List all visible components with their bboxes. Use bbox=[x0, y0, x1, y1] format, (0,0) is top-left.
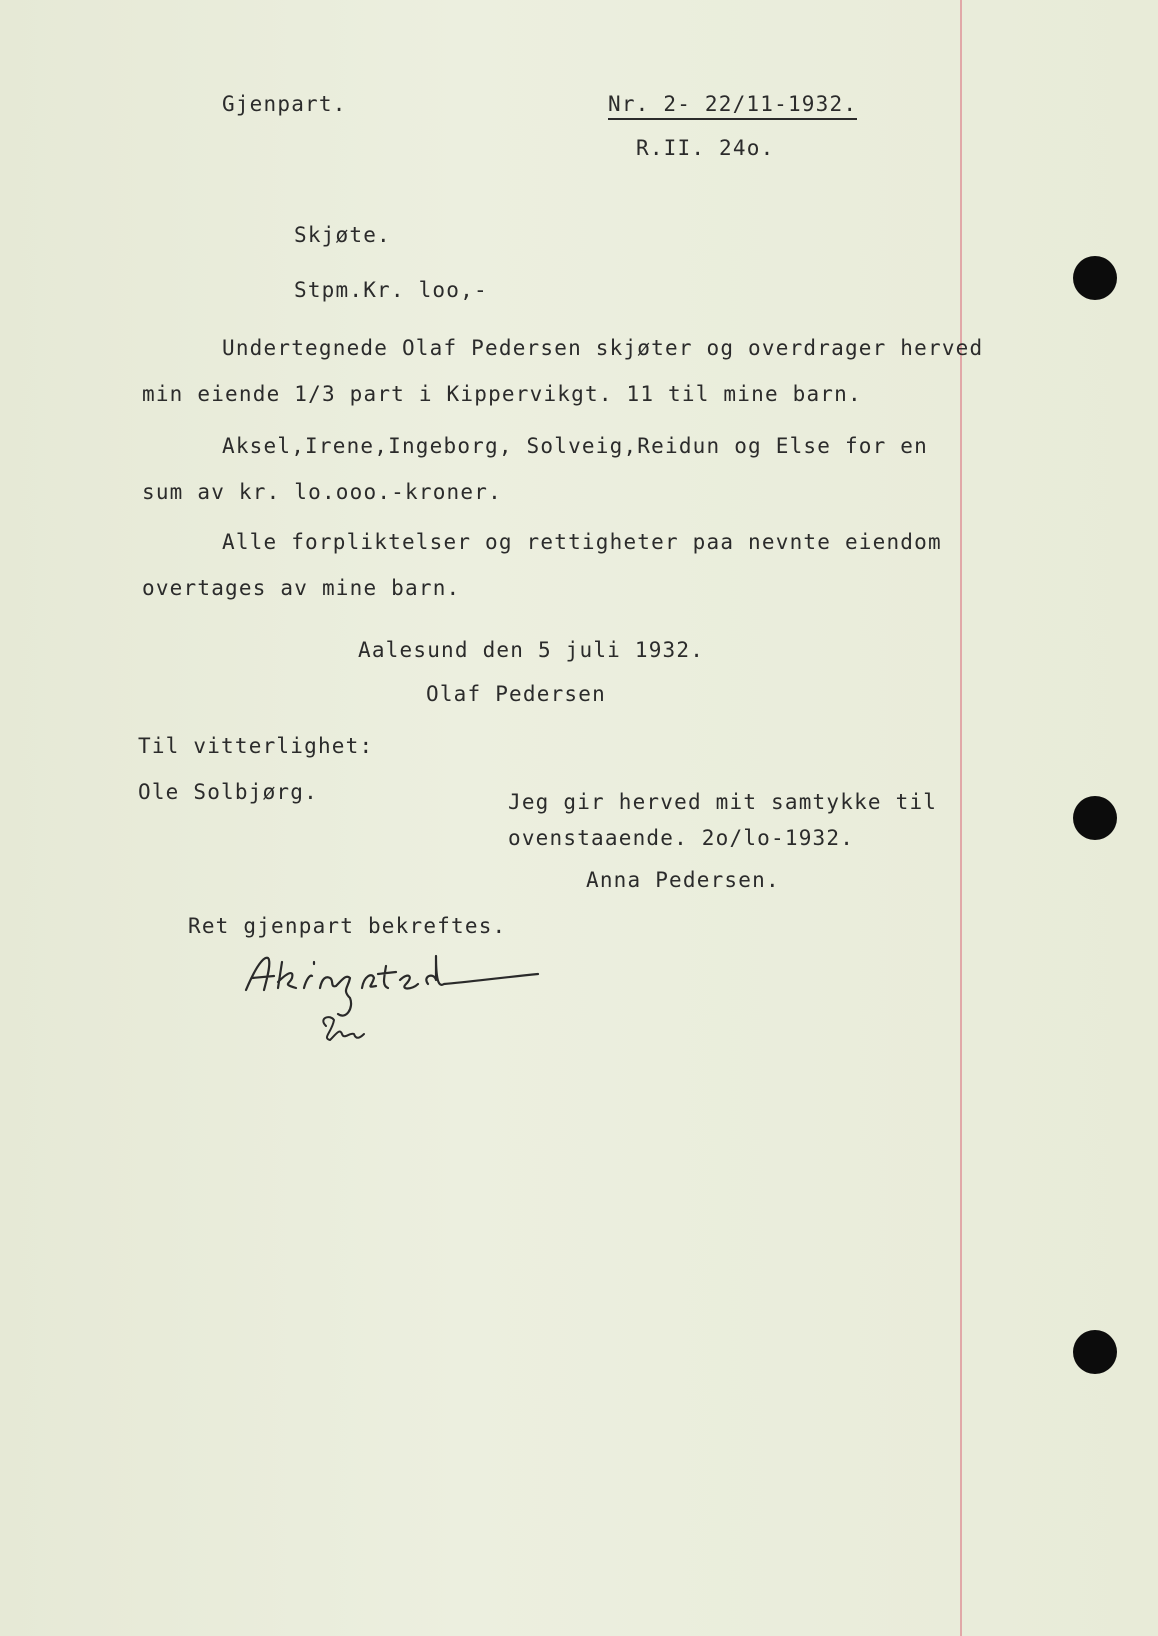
punch-hole-middle bbox=[1073, 796, 1117, 840]
place-date: Aalesund den 5 juli 1932. bbox=[358, 638, 705, 662]
body-line-3: Aksel,Irene,Ingeborg, Solveig,Reidun og Else for en bbox=[222, 434, 928, 458]
register-reference: R.II. 24o. bbox=[636, 136, 775, 160]
margin-line bbox=[960, 0, 962, 1636]
body-line-6: overtages av mine barn. bbox=[142, 576, 461, 600]
body-line-2: min eiende 1/3 part i Kippervikgt. 11 til mine barn. bbox=[142, 382, 862, 406]
document-number: Nr. 2- 22/11-1932. bbox=[608, 92, 857, 120]
consent-signer: Anna Pedersen. bbox=[586, 868, 780, 892]
certification-text: Ret gjenpart bekreftes. bbox=[188, 914, 507, 938]
witness-label: Til vitterlighet: bbox=[138, 734, 374, 758]
stamp-fee: Stpm.Kr. loo,- bbox=[294, 278, 488, 302]
witness-name: Ole Solbjørg. bbox=[138, 780, 318, 804]
consent-line-1: Jeg gir herved mit samtykke til bbox=[508, 790, 938, 814]
punch-hole-top bbox=[1073, 256, 1117, 300]
document-title: Skjøte. bbox=[294, 223, 391, 247]
punch-hole-bottom bbox=[1073, 1330, 1117, 1374]
copy-label: Gjenpart. bbox=[222, 92, 347, 116]
consent-line-2: ovenstaaende. 2o/lo-1932. bbox=[508, 826, 855, 850]
body-line-5: Alle forpliktelser og rettigheter paa nevnte eiendom bbox=[222, 530, 942, 554]
paper-watermark bbox=[470, 690, 730, 1590]
signer-name: Olaf Pedersen bbox=[426, 682, 606, 706]
body-line-1: Undertegnede Olaf Pedersen skjøter og overdrager herved bbox=[222, 336, 984, 360]
body-line-4: sum av kr. lo.ooo.-kroner. bbox=[142, 480, 502, 504]
handwritten-signature bbox=[238, 948, 568, 1058]
